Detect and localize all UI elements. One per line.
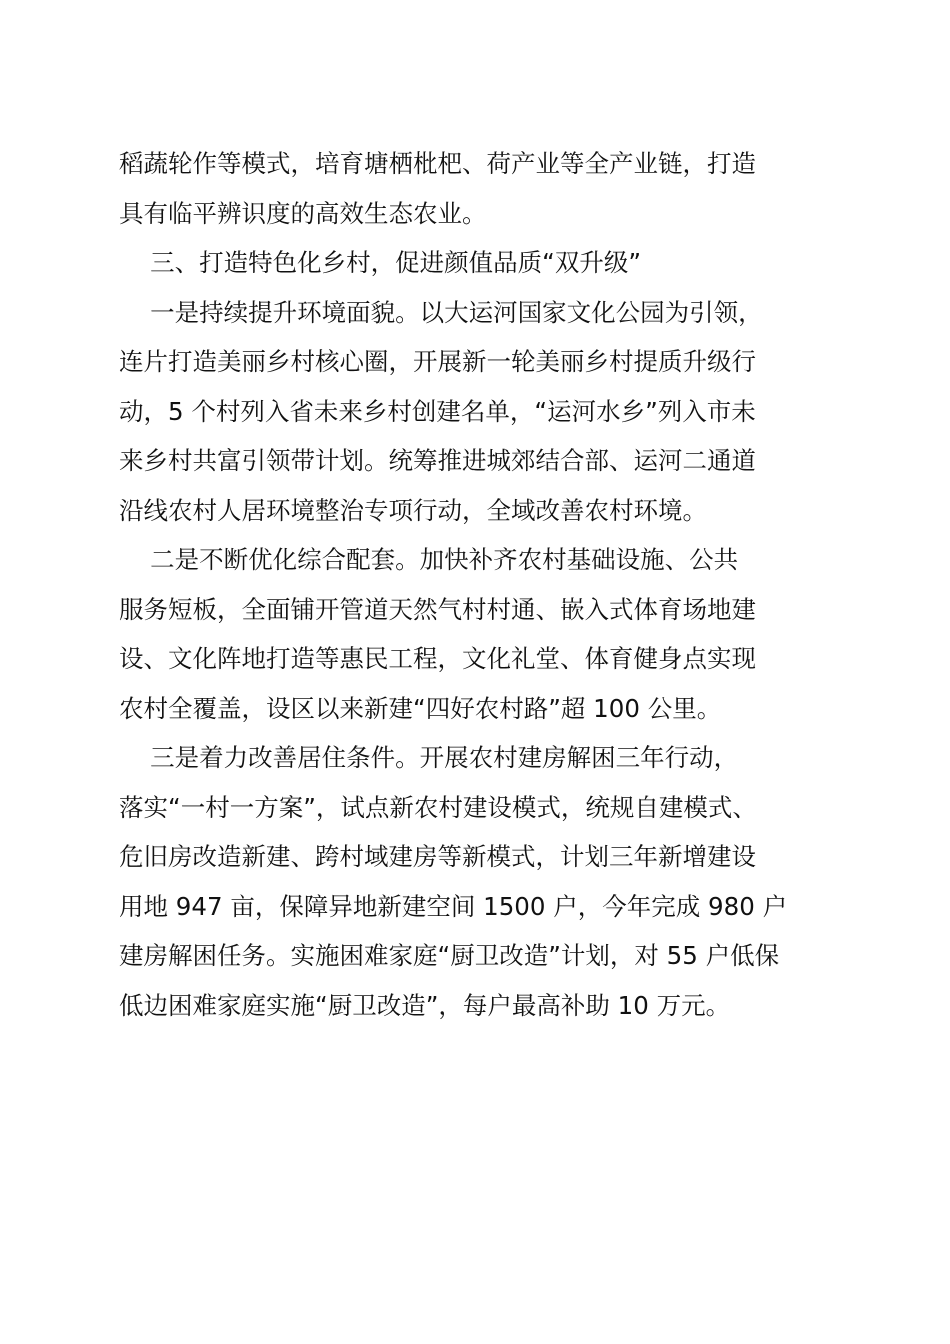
- text-line: 服务短板，全面铺开管道天然气村村通、嵌入式体育场地建: [119, 594, 756, 624]
- text-line: 一是持续提升环境面貌。以大运河国家文化公园为引领，: [119, 297, 763, 327]
- text-line: 落实“一村一方案”，试点新农村建设模式，统规自建模式、: [119, 792, 757, 822]
- text-line: 二是不断优化综合配套。加快补齐农村基础设施、公共: [119, 545, 739, 574]
- text-line: 建房解困任务。实施困难家庭“厨卫改造”计划，对 55 户低保: [119, 941, 780, 970]
- text-line: 用地 947 亩，保障异地新建空间 1500 户，今年完成 980 户: [119, 891, 788, 921]
- text-line: 危旧房改造新建、跨村域建房等新模式，计划三年新增建设: [119, 842, 756, 871]
- text-line: 具有临平辨识度的高效生态农业。: [119, 198, 487, 228]
- text-line: 稻蔬轮作等模式，培育塘栖枇杷、荷产业等全产业链，打造: [119, 149, 756, 178]
- text-line: 动，5 个村列入省未来乡村创建名单，“运河水乡”列入市未: [119, 396, 756, 426]
- text-line: 沿线农村人居环境整治专项行动，全域改善农村环境。: [119, 495, 707, 525]
- body-text: [119, 139, 831, 1030]
- text-line: 三是着力改善居住条件。开展农村建房解困三年行动，: [119, 743, 739, 772]
- section-heading: 三、打造特色化乡村，促进颜值品质“双升级”: [119, 248, 642, 277]
- text-line: 来乡村共富引领带计划。统筹推进城郊结合部、运河二通道: [119, 446, 756, 475]
- text-line: 低边困难家庭实施“厨卫改造”，每户最高补助 10 万元。: [119, 990, 731, 1020]
- text-line: 连片打造美丽乡村核心圈，开展新一轮美丽乡村提质升级行: [119, 347, 756, 376]
- text-line: 设、文化阵地打造等惠民工程，文化礼堂、体育健身点实现: [119, 644, 756, 673]
- text-line: 农村全覆盖，设区以来新建“四好农村路”超 100 公里。: [119, 693, 722, 723]
